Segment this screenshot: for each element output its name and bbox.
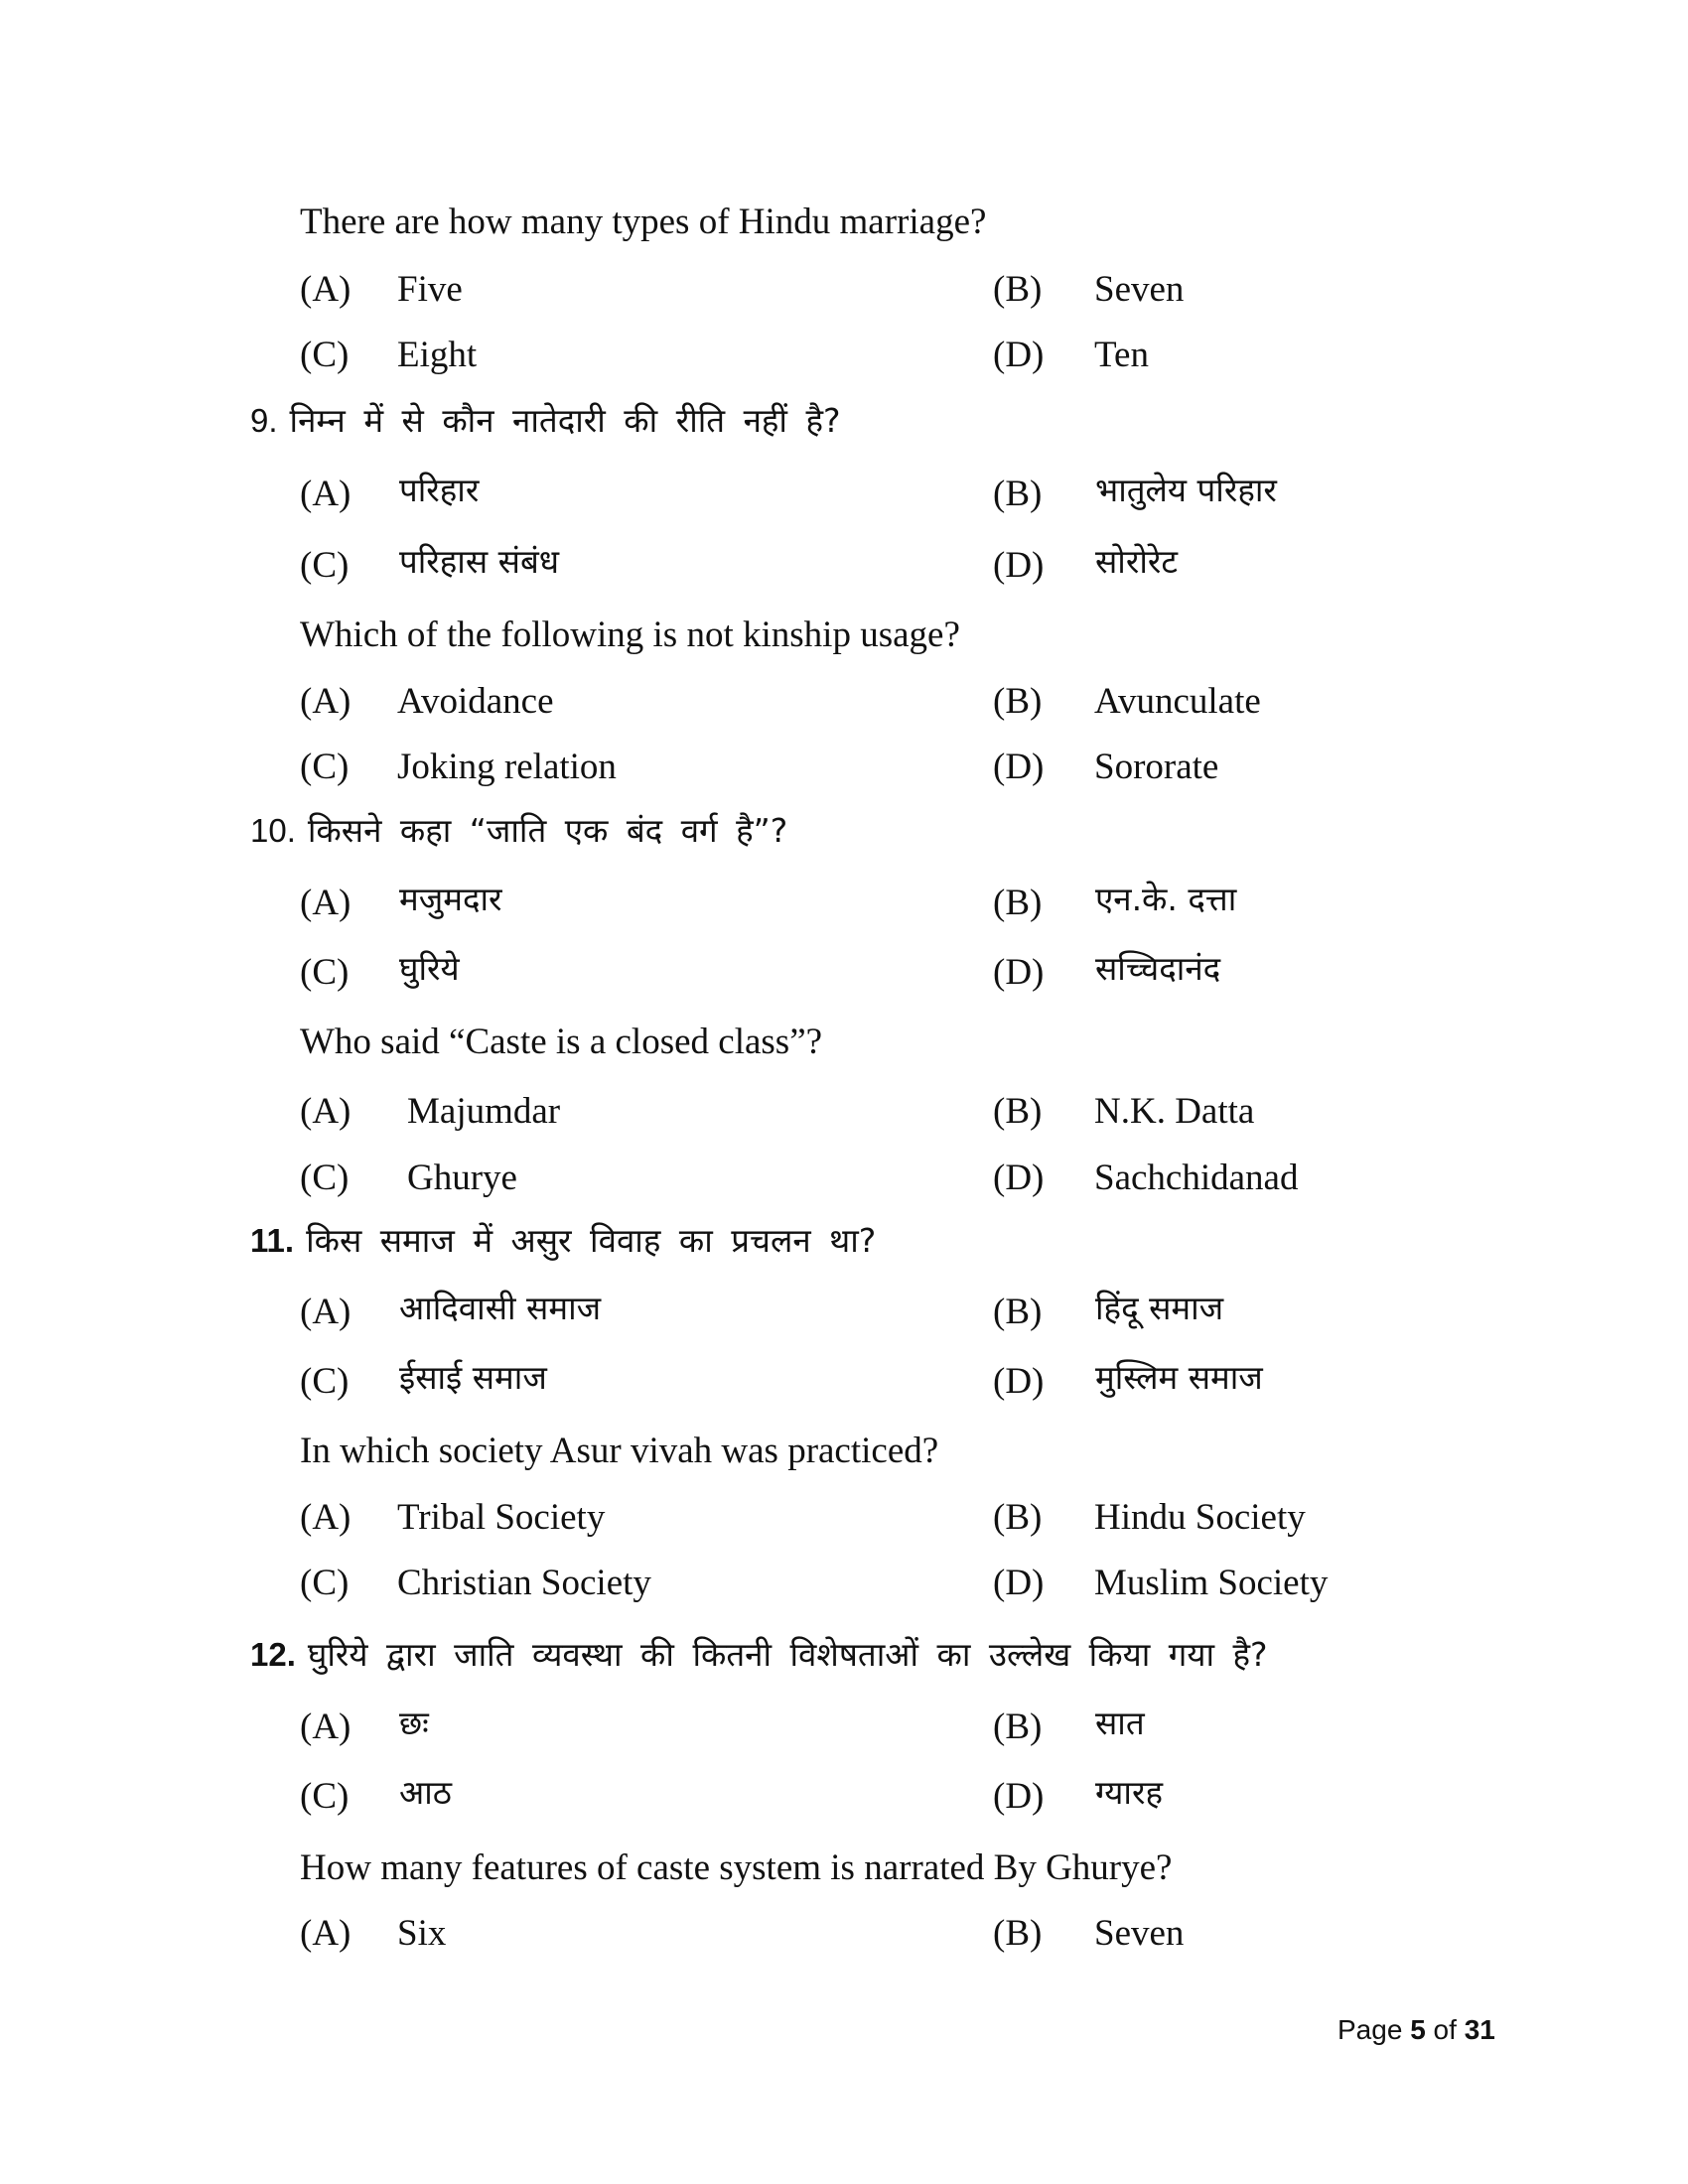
q11-en-option-b-label: (B): [993, 1497, 1043, 1538]
q10-hi-option-b-label: (B): [993, 883, 1043, 923]
q11-hi-option-a-label: (A): [300, 1292, 352, 1332]
q8-en-option-b-label: (B): [993, 269, 1043, 310]
q12-hi-option-d: ग्यारह: [1095, 1773, 1163, 1812]
q8-en-option-b: Seven: [1094, 269, 1185, 310]
q9-en-option-b: Avunculate: [1094, 681, 1261, 722]
q8-en-option-c-label: (C): [300, 335, 350, 375]
q10-hi-option-b: एन.के. दत्ता: [1095, 880, 1237, 918]
q9-hi-option-a-label: (A): [300, 474, 352, 514]
q11-en-option-b: Hindu Society: [1094, 1497, 1306, 1538]
q9-en-option-d-label: (D): [993, 747, 1045, 787]
question-10-hindi-text: किसने कहा “जाति एक बंद वर्ग है”?: [307, 811, 788, 850]
question-number-11: 11.: [250, 1222, 295, 1259]
q9-hi-option-b-label: (B): [993, 474, 1043, 514]
q9-en-option-c: Joking relation: [397, 747, 617, 787]
q9-en-option-c-label: (C): [300, 747, 350, 787]
q11-hi-option-a: आदिवासी समाज: [399, 1289, 602, 1327]
question-9-english-text: Which of the following is not kinship usage?: [300, 614, 960, 655]
q12-en-option-a: Six: [397, 1913, 447, 1954]
q12-hi-option-b-label: (B): [993, 1706, 1043, 1747]
q12-hi-option-c: आठ: [399, 1773, 452, 1812]
q11-en-option-c: Christian Society: [397, 1563, 651, 1603]
q8-en-option-c: Eight: [397, 335, 478, 375]
question-10-hindi: [250, 811, 788, 850]
q10-hi-option-d-label: (D): [993, 952, 1045, 993]
q9-hi-option-c: परिहास संबंध: [399, 542, 560, 581]
q11-hi-option-b-label: (B): [993, 1292, 1043, 1332]
q12-hi-option-d-label: (D): [993, 1776, 1045, 1817]
q9-en-option-d: Sororate: [1094, 747, 1219, 787]
q9-en-option-a-label: (A): [300, 681, 352, 722]
q10-en-option-d-label: (D): [993, 1158, 1045, 1198]
page-footer: [1337, 2016, 1495, 2044]
q11-hi-option-c: ईसाई समाज: [399, 1358, 547, 1397]
q11-en-option-d-label: (D): [993, 1563, 1045, 1603]
q10-en-option-a-label: (A): [300, 1091, 352, 1132]
q10-en-option-d: Sachchidanad: [1094, 1158, 1299, 1198]
q12-en-option-b-label: (B): [993, 1913, 1043, 1954]
q9-en-option-a: Avoidance: [397, 681, 554, 722]
q11-en-option-a-label: (A): [300, 1497, 352, 1538]
question-number-10: 10.: [250, 812, 296, 849]
q11-hi-option-d: मुस्लिम समाज: [1095, 1358, 1263, 1397]
question-9-hindi-text: निम्न में से कौन नातेदारी की रीति नहीं है?: [289, 401, 841, 440]
question-11-hindi: [250, 1221, 877, 1260]
total-pages-number: 31: [1464, 2014, 1495, 2045]
q12-en-option-a-label: (A): [300, 1913, 352, 1954]
q9-hi-option-b: भातुलेय परिहार: [1095, 471, 1277, 509]
question-10-english-text: Who said “Caste is a closed class”?: [300, 1022, 823, 1062]
current-page-number: 5: [1410, 2014, 1426, 2045]
q9-hi-option-d-label: (D): [993, 545, 1045, 586]
q12-hi-option-a-label: (A): [300, 1706, 352, 1747]
q12-hi-option-a: छः: [399, 1704, 429, 1742]
q9-hi-option-c-label: (C): [300, 545, 350, 586]
question-9-hindi: [250, 401, 841, 440]
q10-en-option-c: Ghurye: [407, 1158, 517, 1198]
q10-hi-option-a-label: (A): [300, 883, 352, 923]
q10-hi-option-a: मजुमदार: [399, 880, 502, 918]
question-11-hindi-text: किस समाज में असुर विवाह का प्रचलन था?: [306, 1221, 877, 1260]
question-8-english-text: There are how many types of Hindu marriage?: [300, 202, 987, 242]
q10-hi-option-d: सच्चिदानंद: [1095, 949, 1221, 988]
question-12-hindi: [250, 1635, 1268, 1674]
question-12-hindi-text: घुरिये द्वारा जाति व्यवस्था की कितनी विशेषताओं का उल्लेख किया गया है?: [307, 1635, 1268, 1674]
page-of-label: of: [1433, 2014, 1457, 2045]
q11-hi-option-c-label: (C): [300, 1361, 350, 1402]
question-number-12: 12.: [250, 1636, 296, 1673]
q10-en-option-c-label: (C): [300, 1158, 350, 1198]
question-11-english-text: In which society Asur vivah was practiced?: [300, 1431, 939, 1471]
q10-hi-option-c-label: (C): [300, 952, 350, 993]
q10-en-option-b-label: (B): [993, 1091, 1043, 1132]
q9-hi-option-a: परिहार: [399, 471, 480, 509]
question-12-english-text: How many features of caste system is narrated By Ghurye?: [300, 1847, 1173, 1888]
q11-en-option-d: Muslim Society: [1094, 1563, 1329, 1603]
q11-hi-option-d-label: (D): [993, 1361, 1045, 1402]
question-number-9: 9.: [250, 402, 278, 439]
q12-hi-option-c-label: (C): [300, 1776, 350, 1817]
q11-en-option-a: Tribal Society: [397, 1497, 606, 1538]
q10-en-option-b: N.K. Datta: [1094, 1091, 1255, 1132]
q8-en-option-d-label: (D): [993, 335, 1045, 375]
q11-hi-option-b: हिंदू समाज: [1095, 1289, 1224, 1327]
q12-hi-option-b: सात: [1095, 1704, 1145, 1742]
q10-en-option-a: Majumdar: [407, 1091, 561, 1132]
q12-en-option-b: Seven: [1094, 1913, 1185, 1954]
q11-en-option-c-label: (C): [300, 1563, 350, 1603]
q8-en-option-d: Ten: [1094, 335, 1149, 375]
page-label: Page: [1337, 2014, 1403, 2045]
q8-en-option-a: Five: [397, 269, 463, 310]
q9-hi-option-d: सोरोरेट: [1095, 542, 1179, 581]
q8-en-option-a-label: (A): [300, 269, 352, 310]
q10-hi-option-c: घुरिये: [399, 949, 460, 988]
q9-en-option-b-label: (B): [993, 681, 1043, 722]
